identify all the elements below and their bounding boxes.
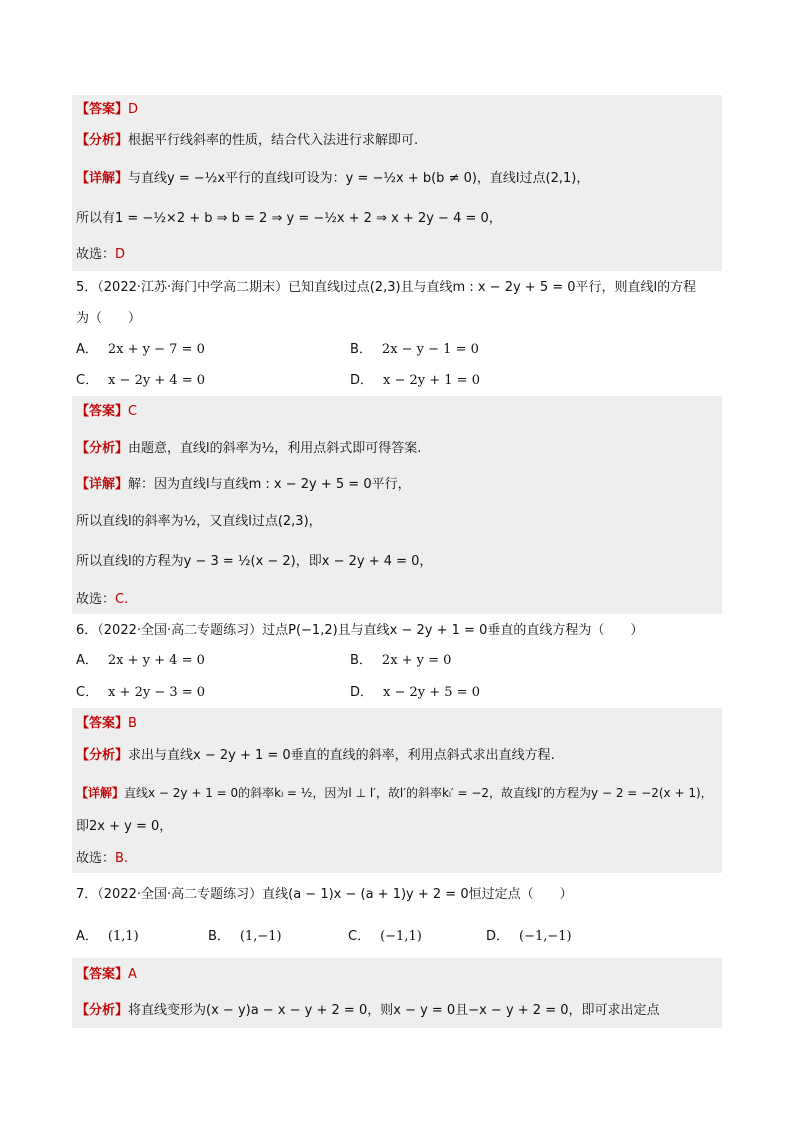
option-text: 2x + y − 7 = 0 (107, 342, 205, 357)
q5-detail-3 (76, 553, 432, 571)
detail-text: 解：因为直线l与直线m : x − 2y + 5 = 0平行， (128, 477, 411, 492)
option-text: (−1,−1) (519, 929, 572, 944)
answer-value: B (128, 716, 137, 731)
q5-option-b[interactable] (350, 341, 479, 359)
option-label: C． (76, 685, 99, 700)
analysis-tag: 【分析】 (76, 133, 129, 148)
q5-conclusion (76, 591, 128, 609)
option-label: A． (76, 929, 98, 944)
q5-stem-1 (76, 279, 696, 297)
q7-analysis (76, 1002, 660, 1020)
question-stem: 5．（2022·江苏·海门中学高二期末）已知直线l过点(2,3)且与直线m : x − 2y + 5 = 0平行，则直线l的方程 (76, 280, 697, 295)
option-text: x − 2y + 5 = 0 (383, 685, 480, 700)
q7-option-b[interactable] (208, 928, 282, 946)
option-label: B． (350, 342, 372, 357)
q5-option-c[interactable] (76, 372, 205, 390)
q7-answer (76, 966, 137, 984)
answer-tag: 【答案】 (76, 102, 129, 117)
option-label: A． (76, 342, 98, 357)
q6-detail-1 (76, 784, 713, 802)
answer-tag: 【答案】 (76, 716, 129, 731)
q6-conclusion (76, 850, 128, 868)
answer-value: A (128, 967, 137, 982)
detail-tag: 【详解】 (76, 477, 129, 492)
q5-detail-2 (76, 513, 322, 531)
answer-tag: 【答案】 (76, 404, 129, 419)
q5-solution-block (72, 396, 722, 614)
conclusion-text: 故选： (76, 851, 116, 866)
q5-detail-1 (76, 476, 411, 494)
q6-option-d[interactable] (350, 684, 480, 702)
detail-text: 直线x − 2y + 1 = 0的斜率kₗ = ½，因为l ⊥ l′，故l′的斜率kₗ′ = −2，故直线l′的方程为y − 2 = −2(x + 1)， (124, 786, 713, 800)
option-label: C． (348, 929, 371, 944)
conclusion-value: B. (115, 851, 129, 866)
detail-text: 所以有1 = −½×2 + b ⇒ b = 2 ⇒ y = −½x + 2 ⇒ x + 2y − 4 = 0， (76, 211, 502, 226)
option-text: 2x − y − 1 = 0 (381, 342, 479, 357)
option-label: D． (350, 685, 374, 700)
q6-option-a[interactable] (76, 652, 205, 670)
analysis-text: 将直线变形为(x − y)a − x − y + 2 = 0，则x − y = 0且−x − y + 2 = 0，即可求出定点 (128, 1003, 660, 1018)
q7-option-d[interactable] (486, 928, 572, 946)
detail-text: 即2x + y = 0， (76, 819, 173, 834)
option-label: B． (350, 653, 372, 668)
q4-conclusion (76, 246, 125, 264)
detail-text: 所以直线l的方程为y − 3 = ½(x − 2)，即x − 2y + 4 = 0， (76, 554, 433, 569)
analysis-tag: 【分析】 (76, 748, 129, 763)
option-text: x − 2y + 4 = 0 (108, 373, 206, 388)
q5-answer (76, 403, 137, 421)
conclusion-text: 故选： (76, 592, 116, 607)
detail-text: 与直线y = −½x平行的直线l可设为：y = −½x + b(b ≠ 0)，直线l过点(2,1)， (128, 171, 590, 186)
detail-tag: 【详解】 (76, 786, 125, 800)
q4-detail-1 (76, 170, 589, 188)
q6-stem (76, 622, 643, 640)
q4-answer (76, 101, 138, 119)
q6-option-b[interactable] (350, 652, 451, 670)
q5-option-d[interactable] (350, 372, 480, 390)
q6-detail-2 (76, 818, 172, 836)
option-text: 2x + y + 4 = 0 (107, 653, 205, 668)
analysis-text: 根据平行线斜率的性质，结合代入法进行求解即可. (128, 133, 419, 148)
option-text: (1,−1) (239, 929, 282, 944)
q4-detail-2 (76, 210, 502, 228)
q5-analysis (76, 440, 421, 458)
q4-analysis (76, 132, 418, 150)
option-text: x + 2y − 3 = 0 (108, 685, 206, 700)
option-label: D． (486, 929, 510, 944)
analysis-text: 由题意，直线l的斜率为½，利用点斜式即可得答案. (128, 441, 422, 456)
option-label: B． (208, 929, 230, 944)
q6-option-c[interactable] (76, 684, 205, 702)
question-stem: 6．（2022·全国·高二专题练习）过点P(−1,2)且与直线x − 2y + 1 = 0垂直的直线方程为（ ） (76, 623, 644, 638)
analysis-tag: 【分析】 (76, 441, 129, 456)
q7-stem (76, 886, 573, 904)
q5-option-a[interactable] (76, 341, 205, 359)
option-label: A． (76, 653, 98, 668)
option-label: C． (76, 373, 99, 388)
q7-option-c[interactable] (348, 928, 422, 946)
q6-answer (76, 715, 137, 733)
conclusion-value: D (115, 247, 126, 262)
option-label: D． (350, 373, 374, 388)
question-stem: 为（ ） (76, 311, 142, 326)
option-text: (−1,1) (380, 929, 422, 944)
option-text: 2x + y = 0 (381, 653, 452, 668)
answer-value: D (128, 102, 139, 117)
detail-text: 所以直线l的斜率为½，又直线l过点(2,3)， (76, 514, 322, 529)
option-text: (1,1) (107, 929, 139, 944)
analysis-text: 求出与直线x − 2y + 1 = 0垂直的直线的斜率，利用点斜式求出直线方程. (128, 748, 555, 763)
q6-analysis (76, 747, 555, 765)
answer-tag: 【答案】 (76, 967, 129, 982)
option-text: x − 2y + 1 = 0 (383, 373, 480, 388)
q5-stem-2 (76, 310, 141, 328)
detail-tag: 【详解】 (76, 171, 129, 186)
question-stem: 7．（2022·全国·高二专题练习）直线(a − 1)x − (a + 1)y + 2 = 0恒过定点（ ） (76, 887, 573, 902)
analysis-tag: 【分析】 (76, 1003, 129, 1018)
answer-value: C (128, 404, 138, 419)
q7-option-a[interactable] (76, 928, 139, 946)
conclusion-value: C. (115, 592, 129, 607)
conclusion-text: 故选： (76, 247, 116, 262)
